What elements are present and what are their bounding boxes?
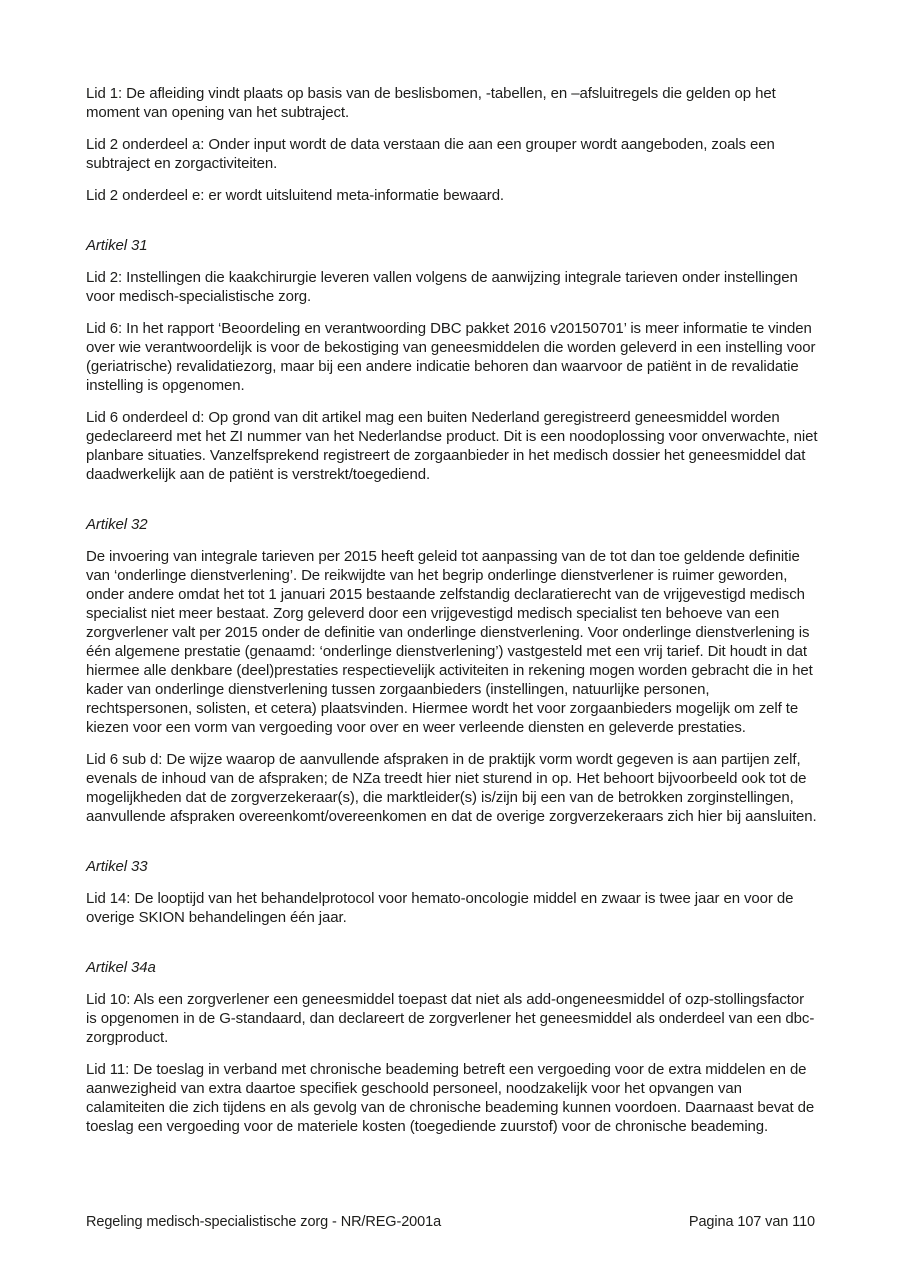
paragraph: Lid 11: De toeslag in verband met chronische beademing betreft een vergoeding voor de extra middelen en de aanwezigheid van extra daartoe specifiek geschoold personeel, noodzakelijk voor het opvangen van calamiteiten die zich tijdens en als gevolg van de chronische beademing kunnen voordoen. Daarnaast bevat de toeslag een vergoeding voor de materiele kosten (toegediende zuurstof) voor de chronische beademing. [86,1061,815,1135]
article-heading: Artikel 33 [86,858,148,875]
paragraph: Lid 1: De afleiding vindt plaats op basis van de beslisbomen, -tabellen, en –afsluitregels die gelden op het moment van opening van het subtraject. [86,85,776,121]
paragraph: Lid 14: De looptijd van het behandelprotocol voor hemato-oncologie middel en zwaar is twee jaar en voor de overige SKION behandelingen één jaar. [86,890,794,926]
footer-document-title: Regeling medisch-specialistische zorg - NR/REG-2001a [86,1214,442,1230]
paragraph: De invoering van integrale tarieven per 2015 heeft geleid tot aanpassing van de tot dan toe geldende definitie van ‘onderlinge dienstverlening’. De reikwijdte van het begrip onderlinge dienstverlener is ruimer geworden, onder andere omdat het tot 1 januari 2015 bestaande zelfstandig declaratierecht van de vrijgevestigd medisch specialist niet meer bestaat. Zorg geleverd door een vrijgevestigd medisch specialist ten behoeve van een zorgverlener valt per 2015 onder de definitie van onderlinge dienstverlening. Voor onderlinge dienstverlening is één algemene prestatie (genaamd: ‘onderlinge dienstverlening’) vastgesteld met een vrij tarief. Dit houdt in dat hiermee alle denkbare (deel)prestaties respectievelijk activiteiten in rekening mogen worden gebracht die in het kader van onderlinge dienstverlening tussen zorgaanbieders (instellingen, natuurlijke personen, rechtspersonen, solisten, et cetera) plaatsvinden. Hiermee wordt het voor zorgaanbieders mogelijk om zelf te kiezen voor een vorm van vergoeding voor over en weer verleende diensten en geleverde prestaties. [86,548,813,736]
paragraph: Lid 2: Instellingen die kaakchirurgie leveren vallen volgens de aanwijzing integrale tarieven onder instellingen voor medisch-specialistische zorg. [86,269,798,305]
paragraph: Lid 2 onderdeel e: er wordt uitsluitend meta-informatie bewaard. [86,187,505,204]
paragraph: Lid 10: Als een zorgverlener een geneesmiddel toepast dat niet als add-ongeneesmiddel of ozp-stollingsfactor is opgenomen in de G-standaard, dan declareert de zorgverlener het geneesmiddel als onderdeel van een dbc-zorgproduct. [86,991,815,1046]
article-heading: Artikel 32 [86,516,148,533]
paragraph: Lid 6 onderdeel d: Op grond van dit artikel mag een buiten Nederland geregistreerd geneesmiddel worden gedeclareerd met het ZI nummer van het Nederlandse product. Dit is een noodoplossing voor onverwachte, niet planbare situaties. Vanzelfsprekend registreert de zorgaanbieder in het medisch dossier het geneesmiddel dat daadwerkelijk aan de patiënt is verstrekt/toegediend. [86,409,818,483]
article-heading: Artikel 34a [86,959,156,976]
article-heading: Artikel 31 [86,237,148,254]
document-content [86,84,818,1149]
paragraph: Lid 6: In het rapport ‘Beoordeling en verantwoording DBC pakket 2016 v20150701’ is meer informatie te vinden over wie verantwoordelijk is voor de bekostiging van geneesmiddelen die worden geleverd in een instelling voor (geriatrische) revalidatiezorg, maar bij een andere indicatie behoren dan waarvoor de patiënt in de revalidatie instelling is opgenomen. [86,320,816,394]
footer-page-number: Pagina 107 van 110 [688,1214,815,1230]
paragraph: Lid 6 sub d: De wijze waarop de aanvullende afspraken in de praktijk vorm wordt gegeven is aan partijen zelf, evenals de inhoud van de afspraken; de NZa treedt hier niet sturend in op. Het behoort bijvoorbeeld ook tot de mogelijkheden dat de zorgverzekeraar(s), die marktleider(s) is/zijn bij een van de betrokken zorginstellingen, aanvullende afspraken overeenkomt/overeenkomen en dat de overige zorgverzekeraars zich hier bij aansluiten. [86,751,817,825]
page-footer [86,1214,815,1230]
paragraph: Lid 2 onderdeel a: Onder input wordt de data verstaan die aan een grouper wordt aangeboden, zoals een subtraject en zorgactiviteiten. [86,136,775,172]
